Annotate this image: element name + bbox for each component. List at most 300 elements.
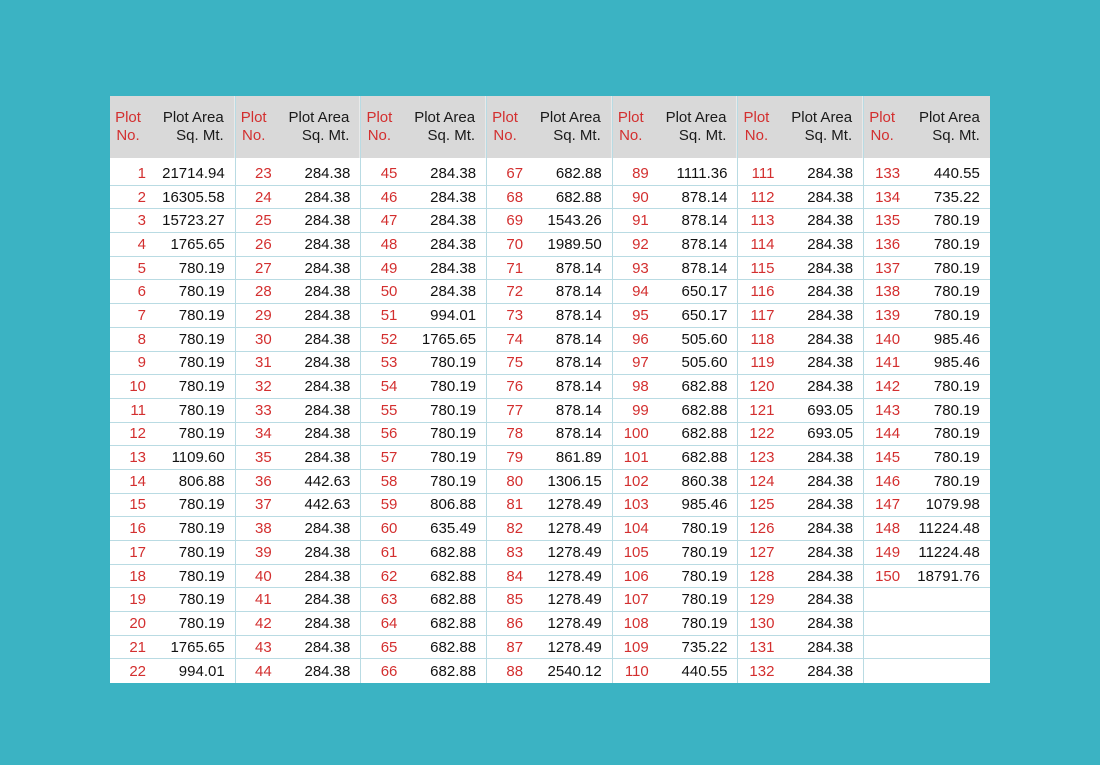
table-row [864,636,990,660]
plot-number: 120 [749,378,775,396]
table-row [613,280,738,304]
table-column-group [236,96,362,683]
plot-number: 106 [623,567,649,585]
plot-area-value: 284.38 [807,567,854,585]
plot-number: 149 [875,543,901,561]
table-row [613,541,738,565]
table-row [738,470,863,494]
plot-number: 91 [632,212,649,230]
plot-area-value: 284.38 [304,567,351,585]
table-row [613,423,738,447]
plot-area-value: 1278.49 [547,638,602,656]
plot-number: 10 [129,378,146,396]
table-row [361,352,486,376]
plot-area-value: 780.19 [178,520,225,538]
plot-area-value: 780.19 [178,283,225,301]
plot-number: 3 [137,212,146,230]
plot-number: 83 [506,543,524,561]
table-row [110,470,235,494]
plot-area-value: 284.38 [807,306,854,324]
plot-no-header [738,109,774,145]
table-row [487,470,612,494]
plot-area-value: 284.38 [807,520,854,538]
plot-area-value: 780.19 [178,496,225,514]
table-row [738,352,863,376]
plot-number: 111 [751,164,775,182]
plot-area-value: 780.19 [933,449,980,467]
plot-area-value: 284.38 [807,638,854,656]
plot-number: 142 [875,378,901,396]
plot-area-header-line1: Plot Area [414,109,476,126]
plot-area-value: 505.60 [681,354,728,372]
plot-area-value: 1278.49 [547,614,602,632]
table-row [110,612,235,636]
plot-number: 1 [137,164,146,182]
table-row [613,612,738,636]
table-row [738,659,863,683]
plot-area-value: 284.38 [807,614,854,632]
plot-number: 125 [749,496,775,514]
table-row [613,209,738,233]
plot-number: 77 [506,401,524,419]
plot-area-header-line1: Plot Area [539,109,601,126]
table-row [738,233,863,257]
plot-no-header-line1: Plot [869,109,896,126]
plot-number: 107 [623,591,649,609]
table-row [361,659,486,683]
plot-number: 101 [623,449,649,467]
table-row [236,612,361,636]
plot-number: 16 [129,520,146,538]
table-row [110,162,235,186]
table-row [613,588,738,612]
table-row [487,423,612,447]
table-row [738,257,863,281]
plot-number: 79 [506,449,524,467]
table-row [738,162,863,186]
table-column-group [738,96,864,683]
table-row [361,328,486,352]
plot-area-value: 1278.49 [547,543,602,561]
plot-number: 55 [380,401,398,419]
table-row [236,636,361,660]
table-row [864,304,990,328]
plot-number: 110 [624,662,649,680]
plot-area-value: 780.19 [178,591,225,609]
table-row [738,209,863,233]
table-row [487,257,612,281]
plot-area-value: 806.88 [430,496,477,514]
plot-number: 54 [380,378,398,396]
plot-number: 72 [506,283,524,301]
plot-area-value: 878.14 [555,401,602,419]
plot-area-value: 284.38 [807,330,854,348]
table-row [110,517,235,541]
table-row [110,588,235,612]
table-row [361,423,486,447]
table-row [613,375,738,399]
plot-area-value: 682.88 [555,164,602,182]
table-row [110,280,235,304]
plot-number: 30 [255,330,272,348]
table-row [864,423,990,447]
plot-area-value: 985.46 [933,354,980,372]
plot-number: 4 [137,235,146,253]
plot-area-value: 284.38 [304,354,351,372]
plot-number: 2 [137,188,146,206]
plot-area-value: 284.38 [304,662,351,680]
plot-area-value: 650.17 [681,306,728,324]
table-row [236,304,361,328]
table-row [236,233,361,257]
table-row [864,352,990,376]
plot-number: 90 [632,188,649,206]
plot-area-value: 16305.58 [162,188,225,206]
plot-number: 49 [380,259,398,277]
plot-area-value: 878.14 [555,330,602,348]
plot-number: 97 [632,354,649,372]
table-row [361,565,486,589]
plot-number: 36 [255,472,272,490]
plot-number: 135 [875,212,901,230]
plot-area-value: 878.14 [681,188,728,206]
column-header [738,96,863,158]
plot-number: 150 [875,567,901,585]
plot-area-value: 284.38 [807,591,854,609]
table-row [361,162,486,186]
table-row [613,399,738,423]
table-row [487,352,612,376]
plot-area-value: 682.88 [681,449,728,467]
table-row [361,209,486,233]
table-row [864,233,990,257]
plot-area-value: 780.19 [430,401,477,419]
plot-number: 94 [632,283,649,301]
table-row [361,470,486,494]
table-column-group [613,96,739,683]
table-row [236,162,361,186]
table-row [236,186,361,210]
plot-no-header-line2: No. [242,127,266,144]
plot-number: 34 [255,425,272,443]
plot-area-value: 878.14 [555,378,602,396]
plot-number: 58 [380,472,398,490]
plot-area-value: 1765.65 [421,330,477,348]
plot-number: 48 [380,235,398,253]
plot-area-value: 18791.76 [917,567,980,585]
table-row [236,257,361,281]
plot-area-value: 780.19 [681,520,728,538]
plot-area-value: 861.89 [555,449,602,467]
plot-area-value: 284.38 [304,330,351,348]
plot-area-value: 780.19 [681,591,728,609]
plot-number: 147 [875,496,901,514]
plot-area-value: 1111.36 [676,164,728,182]
column-header [110,96,235,158]
plot-area-header [774,109,862,145]
table-row [487,446,612,470]
table-row [110,186,235,210]
table-row [738,375,863,399]
plot-area-value: 860.38 [681,472,728,490]
plot-number: 11 [130,401,146,419]
plot-area-value: 1109.60 [171,449,225,467]
table-row [613,446,738,470]
table-row [236,541,361,565]
plot-area-value: 1278.49 [547,520,602,538]
column-header [613,96,738,158]
plot-number: 117 [750,306,775,324]
table-row [738,446,863,470]
plot-area-value: 284.38 [430,212,477,230]
plot-area-value: 780.19 [430,472,477,490]
plot-number: 119 [750,354,775,372]
plot-number: 31 [255,354,272,372]
plot-number: 57 [380,449,398,467]
table-row [361,399,486,423]
plot-number: 52 [380,330,398,348]
plot-number: 76 [506,378,524,396]
plot-area-value: 780.19 [178,614,225,632]
plot-area-value: 284.38 [304,614,351,632]
plot-area-value: 780.19 [933,306,980,324]
plot-area-header-line2: Sq. Mt. [553,127,601,144]
plot-area-header-line1: Plot Area [288,109,350,126]
table-row [738,328,863,352]
plot-number: 140 [875,330,901,348]
plot-area-value: 284.38 [304,638,351,656]
plot-number: 62 [380,567,398,585]
table-row [613,636,738,660]
plot-number: 115 [750,259,775,277]
table-row [361,280,486,304]
plot-number: 122 [749,425,775,443]
table-row [864,517,990,541]
table-row [487,612,612,636]
plot-area-value: 780.19 [681,543,728,561]
plot-number: 35 [255,449,272,467]
table-column-group [487,96,613,683]
table-row [110,209,235,233]
plot-area-value: 284.38 [807,354,854,372]
table-row [738,280,863,304]
plot-area-value: 1765.65 [170,235,225,253]
plot-area-value: 21714.94 [162,164,225,182]
table-column-group [110,96,236,683]
plot-area-header-line1: Plot Area [162,109,224,126]
plot-no-header-line2: No. [744,127,769,144]
plot-number: 28 [255,283,272,301]
plot-area-value: 682.88 [555,188,602,206]
table-row [110,423,235,447]
plot-number: 100 [623,425,649,443]
plot-number: 103 [623,496,649,514]
plot-number: 40 [255,567,272,585]
plot-area-value: 284.38 [430,164,477,182]
plot-area-value: 780.19 [933,472,980,490]
plot-number: 92 [632,235,649,253]
plot-number: 130 [749,614,775,632]
table-row [361,494,486,518]
plot-area-header-line2: Sq. Mt. [932,127,980,144]
table-row [613,565,738,589]
plot-number: 12 [129,425,146,443]
table-row [361,636,486,660]
plot-number: 116 [750,283,775,301]
table-row [110,565,235,589]
plot-area-value: 735.22 [681,638,728,656]
table-row [236,209,361,233]
plot-area-header-line2: Sq. Mt. [804,127,853,144]
column-header [236,96,361,158]
column-header [487,96,612,158]
plot-area-header-line1: Plot Area [665,109,727,126]
plot-area-value: 11224.48 [918,543,980,561]
plot-area-value: 780.19 [681,567,728,585]
table-row [613,659,738,683]
plot-no-header [361,109,397,145]
plot-number: 148 [875,520,901,538]
plot-number: 141 [875,354,901,372]
plot-area-value: 284.38 [304,543,351,561]
plot-area-value: 284.38 [304,306,351,324]
table-row [864,659,990,683]
table-row [487,186,612,210]
plot-area-header-line2: Sq. Mt. [427,127,476,144]
plot-number: 98 [632,378,649,396]
table-column-group [361,96,487,683]
table-row [110,494,235,518]
plot-area-header-line2: Sq. Mt. [301,127,350,144]
plot-area-value: 780.19 [178,354,225,372]
plot-number: 20 [129,614,146,632]
plot-number: 124 [749,472,775,490]
plot-area-value: 284.38 [807,472,854,490]
plot-area-value: 780.19 [681,614,728,632]
table-row [613,470,738,494]
column-header [361,96,486,158]
plot-area-value: 780.19 [933,401,980,419]
plot-area-value: 682.88 [430,567,477,585]
plot-number: 78 [506,425,524,443]
table-row [487,233,612,257]
table-row [487,659,612,683]
plot-number: 138 [875,283,901,301]
table-row [110,257,235,281]
column-header [864,96,990,158]
plot-area-value: 284.38 [430,259,477,277]
table-row [487,280,612,304]
plot-number: 9 [137,354,146,372]
plot-number: 68 [506,188,524,206]
table-row [361,186,486,210]
plot-area-value: 780.19 [178,378,225,396]
plot-number: 29 [255,306,272,324]
plot-area-value: 284.38 [807,212,854,230]
plot-area-value: 780.19 [933,212,980,230]
plot-area-value: 440.55 [681,662,728,680]
plot-area-value: 682.88 [430,591,477,609]
plot-area-value: 284.38 [807,283,854,301]
table-row [236,352,361,376]
plot-number: 95 [632,306,649,324]
plot-area-value: 985.46 [681,496,728,514]
table-row [236,517,361,541]
plot-number: 38 [255,520,272,538]
plot-area-value: 780.19 [178,259,225,277]
plot-area-value: 780.19 [430,425,477,443]
table-row [864,375,990,399]
plot-area-value: 1278.49 [547,496,602,514]
table-row [738,565,863,589]
table-row [361,257,486,281]
plot-area-header [397,109,485,145]
table-row [236,399,361,423]
plot-area-header-line2: Sq. Mt. [678,127,727,144]
plot-number: 71 [506,259,524,277]
plot-area-value: 994.01 [430,306,477,324]
table-row [864,541,990,565]
plot-number: 41 [255,591,272,609]
plot-number: 104 [623,520,649,538]
plot-area-value: 284.38 [304,283,351,301]
table-row [110,328,235,352]
plot-number: 27 [255,259,272,277]
table-row [864,565,990,589]
plot-number: 146 [875,472,901,490]
table-row [487,328,612,352]
table-row [738,517,863,541]
plot-area-value: 693.05 [807,401,854,419]
plot-area-value: 780.19 [933,283,980,301]
table-row [110,636,235,660]
table-row [864,257,990,281]
table-row [236,588,361,612]
plot-area-value: 284.38 [430,235,477,253]
plot-area-value: 284.38 [304,378,351,396]
table-row [110,446,235,470]
plot-area-value: 284.38 [304,401,351,419]
table-row [864,399,990,423]
table-row [487,304,612,328]
plot-number: 80 [506,472,524,490]
plot-number: 112 [750,188,775,206]
plot-area-value: 735.22 [933,188,980,206]
plot-area-header [272,109,360,145]
plot-area-value: 440.55 [933,164,980,182]
table-row [487,375,612,399]
plot-area-value: 878.14 [681,259,728,277]
plot-area-value: 650.17 [681,283,728,301]
plot-number: 108 [623,614,649,632]
plot-number: 133 [875,164,901,182]
plot-area-value: 284.38 [807,235,854,253]
table-row [361,612,486,636]
plot-number: 127 [749,543,775,561]
plot-number: 65 [380,638,398,656]
plot-number: 46 [380,188,398,206]
plot-number: 45 [380,164,398,182]
plot-number: 136 [875,235,901,253]
plot-no-header [487,109,523,145]
plot-number: 33 [255,401,272,419]
plot-no-header-line1: Plot [617,109,644,126]
plot-no-header [110,109,146,145]
plot-area-value: 780.19 [178,330,225,348]
plot-area-value: 682.88 [430,614,477,632]
plot-area-value: 2540.12 [547,662,602,680]
table-row [738,186,863,210]
